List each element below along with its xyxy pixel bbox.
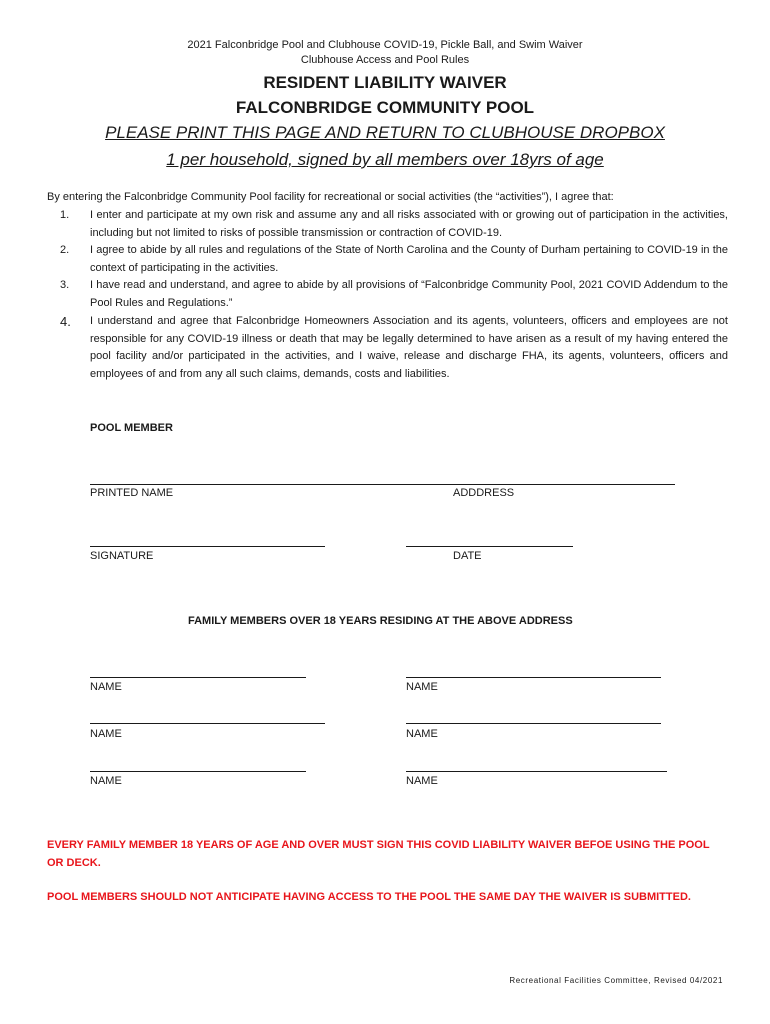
printed-name-address-line[interactable] [90, 484, 675, 485]
age-requirement-notice: EVERY FAMILY MEMBER 18 YEARS OF AGE AND OVER MUST SIGN THIS COVID LIABILITY WAIVER BEFOE USING THE POOL OR DECK. [47, 839, 710, 869]
list-number: 3. [60, 279, 70, 291]
signature-label: SIGNATURE [90, 550, 154, 562]
list-item [60, 313, 728, 403]
list-number: 1. [60, 209, 70, 221]
date-label: DATE [453, 550, 482, 562]
name-label: NAME [406, 681, 438, 693]
family-name-line[interactable] [90, 677, 306, 678]
family-name-line[interactable] [90, 771, 306, 772]
name-label: NAME [90, 775, 122, 787]
name-label: NAME [90, 681, 122, 693]
family-name-line[interactable] [406, 723, 661, 724]
list-number: 2. [60, 244, 70, 256]
waiver-title: RESIDENT LIABILITY WAIVER [263, 73, 507, 92]
printed-name-label: PRINTED NAME [90, 487, 174, 499]
name-label: NAME [90, 728, 122, 740]
print-instruction: PLEASE PRINT THIS PAGE AND RETURN TO CLUBHOUSE DROPBOX [105, 123, 665, 142]
family-name-line[interactable] [406, 771, 667, 772]
family-heading: FAMILY MEMBERS OVER 18 YEARS RESIDING AT THE ABOVE ADDRESS [188, 615, 573, 627]
address-label: ADDDRESS [453, 487, 515, 499]
name-label: NAME [406, 728, 438, 740]
intro-text: By entering the Falconbridge Community Pool facility for recreational or social activities (the “activities”), I agree that: [47, 191, 614, 203]
name-label: NAME [406, 775, 438, 787]
list-text: I agree to abide by all rules and regulations of the State of North Carolina and the County of Durham pertaining to COVID-19 in the context of participating in the activities. [90, 244, 728, 274]
list-number: 4. [60, 314, 71, 329]
list-text: I enter and participate at my own risk and assume any and all risks associated with or growing out of participation in the activities, including but not limited to risks of possible transmission or contraction of COVID-19. [90, 209, 728, 239]
access-notice: POOL MEMBERS SHOULD NOT ANTICIPATE HAVING ACCESS TO THE POOL THE SAME DAY THE WAIVER IS SUBMITTED. [47, 891, 691, 903]
list-item [60, 207, 728, 243]
family-name-line[interactable] [406, 677, 661, 678]
header-line-2: Clubhouse Access and Pool Rules [300, 54, 470, 66]
list-item [60, 242, 728, 278]
footer-revision: Recreational Facilities Committee, Revised 04/2021 [509, 976, 723, 985]
list-text: I understand and agree that Falconbridge Homeowners Association and its agents, volunteers, officers and employees are not responsible for any COVID-19 illness or death that may be legally determined to have arisen as a result of my having entered the pool facility and/or participated in the activities, and I waive, release and discharge FHA, its agents, volunteers, officers and employees of and from any all such claims, demands, costs and liabilities. [90, 315, 728, 380]
signature-line[interactable] [90, 546, 325, 547]
list-item [60, 277, 728, 313]
household-instruction: 1 per household, signed by all members over 18yrs of age [166, 150, 604, 169]
date-line[interactable] [406, 546, 573, 547]
pool-title: FALCONBRIDGE COMMUNITY POOL [235, 98, 535, 117]
pool-member-heading: POOL MEMBER [90, 422, 173, 434]
family-name-line[interactable] [90, 723, 325, 724]
list-text: I have read and understand, and agree to abide by all provisions of “Falconbridge Community Pool, 2021 COVID Addendum to the Pool Rules and Regulations.” [90, 279, 728, 309]
header-line-1: 2021 Falconbridge Pool and Clubhouse COVID-19, Pickle Ball, and Swim Waiver [187, 39, 583, 51]
